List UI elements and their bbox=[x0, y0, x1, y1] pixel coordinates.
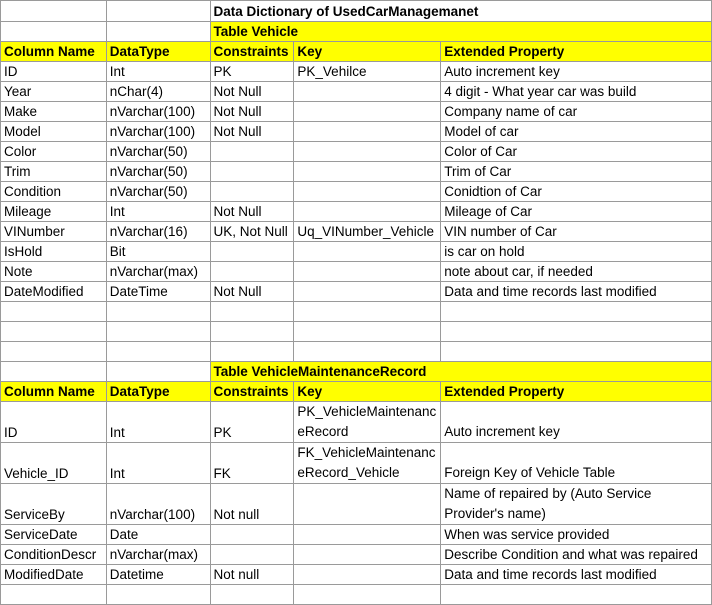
column-name-cell[interactable]: ServiceBy bbox=[1, 484, 107, 525]
column-name-cell[interactable]: Model bbox=[1, 122, 107, 142]
column-name-cell[interactable]: ID bbox=[1, 62, 107, 82]
header-constraints[interactable]: Constraints bbox=[210, 42, 294, 62]
key-cell[interactable]: Uq_VINumber_Vehicle bbox=[294, 222, 441, 242]
column-name-cell[interactable]: Condition bbox=[1, 182, 107, 202]
vehicle-data-row bbox=[1, 262, 712, 282]
vehicle-data-row bbox=[1, 202, 712, 222]
datatype-cell[interactable]: nChar(4) bbox=[106, 82, 210, 102]
vehicle-data-row bbox=[1, 82, 712, 102]
maintenance-header-row bbox=[1, 382, 712, 402]
datatype-cell[interactable]: nVarchar(100) bbox=[106, 484, 210, 525]
header-key[interactable]: Key bbox=[294, 382, 441, 402]
maintenance-table-label[interactable]: Table VehicleMaintenanceRecord bbox=[210, 362, 711, 382]
empty-cell[interactable] bbox=[1, 322, 107, 342]
vehicle-header-row bbox=[1, 42, 712, 62]
empty-cell[interactable] bbox=[106, 322, 210, 342]
column-name-cell[interactable]: Trim bbox=[1, 162, 107, 182]
empty-cell[interactable] bbox=[210, 585, 294, 605]
constraints-cell[interactable]: Not Null bbox=[210, 202, 294, 222]
empty-cell[interactable] bbox=[1, 302, 107, 322]
empty-cell[interactable] bbox=[1, 342, 107, 362]
datatype-cell[interactable]: nVarchar(50) bbox=[106, 142, 210, 162]
extended-property-cell[interactable]: When was service provided bbox=[441, 525, 712, 545]
column-name-cell[interactable]: Mileage bbox=[1, 202, 107, 222]
empty-cell[interactable] bbox=[441, 302, 712, 322]
constraints-cell[interactable] bbox=[210, 142, 294, 162]
constraints-cell[interactable]: UK, Not Null bbox=[210, 222, 294, 242]
maintenance-data-row bbox=[1, 402, 712, 443]
extended-property-cell[interactable]: is car on hold bbox=[441, 242, 712, 262]
empty-cell[interactable] bbox=[106, 362, 210, 382]
empty-cell[interactable] bbox=[441, 322, 712, 342]
empty-cell[interactable] bbox=[106, 585, 210, 605]
column-name-cell[interactable]: Note bbox=[1, 262, 107, 282]
empty-cell[interactable] bbox=[210, 322, 294, 342]
key-cell[interactable] bbox=[294, 525, 441, 545]
column-name-cell[interactable]: VINumber bbox=[1, 222, 107, 242]
extended-property-cell[interactable]: Name of repaired by (Auto Service Provider's name) bbox=[441, 484, 712, 525]
key-cell[interactable] bbox=[294, 102, 441, 122]
extended-property-cell[interactable]: Mileage of Car bbox=[441, 202, 712, 222]
vehicle-data-row bbox=[1, 162, 712, 182]
empty-cell[interactable] bbox=[294, 302, 441, 322]
datatype-cell[interactable]: nVarchar(max) bbox=[106, 262, 210, 282]
extended-property-cell[interactable]: Data and time records last modified bbox=[441, 565, 712, 585]
extended-property-cell[interactable]: Company name of car bbox=[441, 102, 712, 122]
maintenance-data-row bbox=[1, 525, 712, 545]
key-cell[interactable] bbox=[294, 82, 441, 102]
key-cell[interactable] bbox=[294, 122, 441, 142]
constraints-cell[interactable]: PK bbox=[210, 402, 294, 443]
empty-cell[interactable] bbox=[106, 302, 210, 322]
key-cell[interactable] bbox=[294, 162, 441, 182]
empty-cell[interactable] bbox=[106, 1, 210, 22]
empty-cell[interactable] bbox=[441, 585, 712, 605]
vehicle-data-row bbox=[1, 182, 712, 202]
empty-cell[interactable] bbox=[106, 342, 210, 362]
vehicle-data-row bbox=[1, 122, 712, 142]
maintenance-data-row bbox=[1, 565, 712, 585]
header-key[interactable]: Key bbox=[294, 42, 441, 62]
key-cell[interactable] bbox=[294, 182, 441, 202]
empty-cell[interactable] bbox=[1, 1, 107, 22]
datatype-cell[interactable]: nVarchar(max) bbox=[106, 545, 210, 565]
vehicle-table-label[interactable]: Table Vehicle bbox=[210, 22, 711, 42]
maintenance-table-label-row bbox=[1, 362, 712, 382]
column-name-cell[interactable]: DateModified bbox=[1, 282, 107, 302]
empty-cell[interactable] bbox=[210, 302, 294, 322]
datatype-cell[interactable]: nVarchar(50) bbox=[106, 182, 210, 202]
blank-row bbox=[1, 302, 712, 322]
blank-row bbox=[1, 585, 712, 605]
constraints-cell[interactable]: FK bbox=[210, 443, 294, 484]
column-name-cell[interactable]: Year bbox=[1, 82, 107, 102]
constraints-cell[interactable] bbox=[210, 545, 294, 565]
vehicle-table-label-row bbox=[1, 22, 712, 42]
key-cell[interactable] bbox=[294, 262, 441, 282]
extended-property-cell[interactable]: Describe Condition and what was repaired bbox=[441, 545, 712, 565]
constraints-cell[interactable] bbox=[210, 182, 294, 202]
column-name-cell[interactable]: ID bbox=[1, 402, 107, 443]
header-constraints[interactable]: Constraints bbox=[210, 382, 294, 402]
maintenance-data-row bbox=[1, 545, 712, 565]
key-cell[interactable] bbox=[294, 202, 441, 222]
extended-property-cell[interactable]: Data and time records last modified bbox=[441, 282, 712, 302]
datatype-cell[interactable]: nVarchar(50) bbox=[106, 162, 210, 182]
key-cell[interactable] bbox=[294, 142, 441, 162]
column-name-cell[interactable]: Vehicle_ID bbox=[1, 443, 107, 484]
key-cell[interactable] bbox=[294, 484, 441, 525]
extended-property-cell[interactable]: Model of car bbox=[441, 122, 712, 142]
datatype-cell[interactable]: Datetime bbox=[106, 565, 210, 585]
column-name-cell[interactable]: ConditionDescr bbox=[1, 545, 107, 565]
header-column-name[interactable]: Column Name bbox=[1, 42, 107, 62]
vehicle-data-row bbox=[1, 102, 712, 122]
empty-cell[interactable] bbox=[1, 22, 107, 42]
datatype-cell[interactable]: Date bbox=[106, 525, 210, 545]
datatype-cell[interactable]: Int bbox=[106, 202, 210, 222]
constraints-cell[interactable]: Not Null bbox=[210, 82, 294, 102]
datatype-cell[interactable]: nVarchar(16) bbox=[106, 222, 210, 242]
empty-cell[interactable] bbox=[441, 342, 712, 362]
empty-cell[interactable] bbox=[210, 342, 294, 362]
datatype-cell[interactable]: Bit bbox=[106, 242, 210, 262]
blank-row bbox=[1, 342, 712, 362]
empty-cell[interactable] bbox=[1, 362, 107, 382]
extended-property-cell[interactable]: Auto increment key bbox=[441, 402, 712, 443]
title-row bbox=[1, 1, 712, 22]
constraints-cell[interactable]: Not Null bbox=[210, 102, 294, 122]
empty-cell[interactable] bbox=[294, 322, 441, 342]
header-column-name[interactable]: Column Name bbox=[1, 382, 107, 402]
vehicle-data-row bbox=[1, 282, 712, 302]
maintenance-data-row bbox=[1, 443, 712, 484]
extended-property-cell[interactable]: note about car, if needed bbox=[441, 262, 712, 282]
constraints-cell[interactable]: Not null bbox=[210, 484, 294, 525]
column-name-cell[interactable]: ServiceDate bbox=[1, 525, 107, 545]
extended-property-cell[interactable]: Color of Car bbox=[441, 142, 712, 162]
empty-cell[interactable] bbox=[294, 585, 441, 605]
datatype-cell[interactable]: Int bbox=[106, 62, 210, 82]
extended-property-cell[interactable]: Foreign Key of Vehicle Table bbox=[441, 443, 712, 484]
extended-property-cell[interactable]: VIN number of Car bbox=[441, 222, 712, 242]
key-cell[interactable]: PK_VehicleMaintenanceRecord bbox=[294, 402, 441, 443]
datatype-cell[interactable]: Int bbox=[106, 402, 210, 443]
empty-cell[interactable] bbox=[1, 585, 107, 605]
key-cell[interactable]: PK_Vehilce bbox=[294, 62, 441, 82]
key-cell[interactable] bbox=[294, 545, 441, 565]
extended-property-cell[interactable]: Trim of Car bbox=[441, 162, 712, 182]
datatype-cell[interactable]: nVarchar(100) bbox=[106, 102, 210, 122]
column-name-cell[interactable]: ModifiedDate bbox=[1, 565, 107, 585]
key-cell[interactable] bbox=[294, 242, 441, 262]
header-datatype[interactable]: DataType bbox=[106, 382, 210, 402]
maintenance-data-row bbox=[1, 484, 712, 525]
extended-property-cell[interactable]: Auto increment key bbox=[441, 62, 712, 82]
header-datatype[interactable]: DataType bbox=[106, 42, 210, 62]
constraints-cell[interactable]: Not null bbox=[210, 565, 294, 585]
constraints-cell[interactable] bbox=[210, 525, 294, 545]
vehicle-data-row bbox=[1, 242, 712, 262]
sheet-title[interactable]: Data Dictionary of UsedCarManagemanet bbox=[210, 1, 711, 22]
vehicle-data-row bbox=[1, 142, 712, 162]
constraints-cell[interactable] bbox=[210, 262, 294, 282]
header-extended-property[interactable]: Extended Property bbox=[441, 42, 712, 62]
constraints-cell[interactable]: PK bbox=[210, 62, 294, 82]
header-extended-property[interactable]: Extended Property bbox=[441, 382, 712, 402]
extended-property-cell[interactable]: 4 digit - What year car was build bbox=[441, 82, 712, 102]
column-name-cell[interactable]: IsHold bbox=[1, 242, 107, 262]
blank-row bbox=[1, 322, 712, 342]
datatype-cell[interactable]: DateTime bbox=[106, 282, 210, 302]
constraints-cell[interactable] bbox=[210, 242, 294, 262]
constraints-cell[interactable]: Not Null bbox=[210, 282, 294, 302]
key-cell[interactable] bbox=[294, 565, 441, 585]
vehicle-data-row bbox=[1, 222, 712, 242]
key-cell[interactable] bbox=[294, 282, 441, 302]
vehicle-data-row bbox=[1, 62, 712, 82]
constraints-cell[interactable] bbox=[210, 162, 294, 182]
column-name-cell[interactable]: Make bbox=[1, 102, 107, 122]
empty-cell[interactable] bbox=[106, 22, 210, 42]
datatype-cell[interactable]: nVarchar(100) bbox=[106, 122, 210, 142]
extended-property-cell[interactable]: Conidtion of Car bbox=[441, 182, 712, 202]
datatype-cell[interactable]: Int bbox=[106, 443, 210, 484]
constraints-cell[interactable]: Not Null bbox=[210, 122, 294, 142]
empty-cell[interactable] bbox=[294, 342, 441, 362]
column-name-cell[interactable]: Color bbox=[1, 142, 107, 162]
key-cell[interactable]: FK_VehicleMaintenanceRecord_Vehicle bbox=[294, 443, 441, 484]
